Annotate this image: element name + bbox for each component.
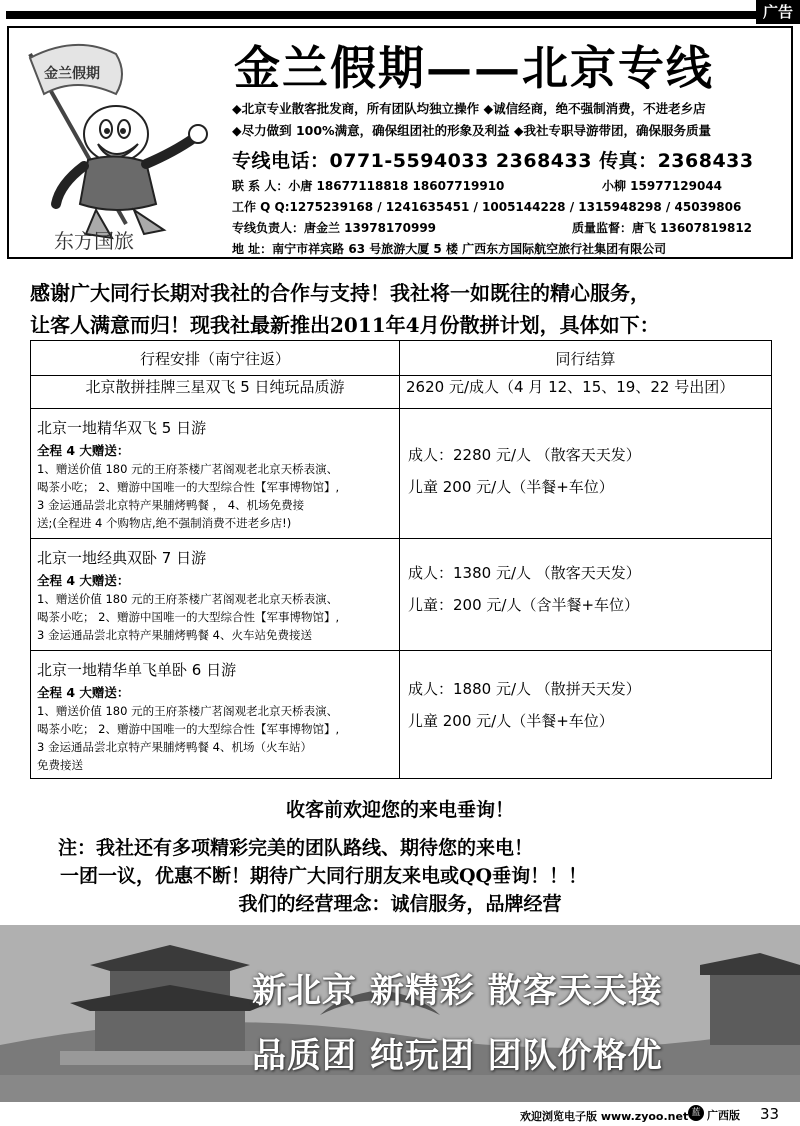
price-adult: 成人：1880 元/人 （散拼天天发） [408,680,641,698]
slogans [232,98,792,142]
ad-label: 广告 [756,0,800,24]
slogan-line-1: ◆北京专业散客批发商，所有团队均独立操作 ◆诚信经商，绝不强制消费，不进老乡店 [232,101,706,116]
top-rule [6,11,800,19]
gift-line: 1、赠送价值 180 元的王府茶楼广茗阁观老北京天桥表演、 [37,462,339,476]
gift-line: 1、赠送价值 180 元的王府茶楼广茗阁观老北京天桥表演、 [37,704,339,718]
table-row [31,539,772,651]
qq-numbers: 工作 Q Q:1275239168 / 1241635451 / 1005144228 / 1315948298 / 45039806 [232,200,742,214]
intro-line-1: 感谢广大同行长期对我社的合作与支持！我社将一如既往的精心服务， [30,281,650,305]
contact-person-2: 小柳 15977129044 [602,179,723,193]
header-settlement: 同行结算 [400,341,772,376]
gift-line: 3 金运通品尝北京特产果脯烤鸭餐 4、机场（火车站） [37,740,312,754]
gift-line: 免费接送 [37,758,83,772]
price-child: 儿童 200 元/人（半餐+车位） [408,478,614,496]
gift-line: 喝茶小吃； 2、赠游中国唯一的大型综合性【军事博物馆】, [37,480,340,494]
phone-line: 专线电话：0771-5594033 2368433 传真：2368433 [232,150,754,172]
price-adult: 成人：1380 元/人 （散客天天发） [408,564,641,582]
intro-line-2: 让客人满意而归！现我社最新推出2011年4月份散拼计划，具体如下： [30,313,660,337]
publisher-logo-icon: 蓝 [688,1105,704,1121]
footer [0,1102,800,1126]
closing-line-2: 注：我社还有多项精彩完美的团队路线、期待您的来电！ [58,837,534,859]
header-itinerary: 行程安排（南宁往返） [31,341,400,376]
table-row [31,409,772,539]
price-adult: 成人：2280 元/人 （散客天天发） [408,446,641,464]
table-row [31,376,772,409]
table-header-row [31,341,772,376]
address: 地 址：南宁市祥宾路 63 号旅游大厦 5 楼 广西东方国际航空旅行社集团有限公司 [232,242,667,256]
gift-line: 3 金运通品尝北京特产果脯烤鸭餐 4、火车站免费接送 [37,628,312,642]
gift-line: 3 金运通品尝北京特产果脯烤鸭餐 ， 4、机场免费接 [37,498,305,512]
top-bar [0,0,800,24]
page-number: 33 [760,1105,780,1123]
mascot-illustration [16,34,216,254]
trip-name: 北京一地精华双飞 5 日游 [37,419,207,437]
gift-line: 1、赠送价值 180 元的王府茶楼广茗阁观老北京天桥表演、 [37,592,339,606]
gift-list [31,570,399,648]
trip-price: 2620 元/成人（4 月 12、15、19、22 号出团） [400,376,772,409]
price-child: 儿童：200 元/人（含半餐+车位） [408,596,640,614]
mascot-flag-text: 金兰假期 [44,66,100,82]
gift-line: 喝茶小吃； 2、赠游中国唯一的大型综合性【军事博物馆】, [37,722,340,736]
gift-list [31,440,399,536]
banner-line-2: 品质团 纯玩团 团队价格优 [252,1036,663,1076]
line-manager: 专线负责人：唐金兰 13978170999 [232,221,437,235]
price-child: 儿童 200 元/人（半餐+车位） [408,712,614,730]
slogan-line-2: ◆尽力做到 100%满意，确保组团社的形象及利益 ◆我社专职导游带团，确保服务质量 [232,123,712,138]
gift-line: 送;(全程进 4 个购物店,绝不强制消费不进老乡店!) [37,516,292,530]
gift-line: 喝茶小吃； 2、赠游中国唯一的大型综合性【军事博物馆】, [37,610,340,624]
gift-list [31,682,399,778]
contact-persons: 联 系 人：小唐 18677118818 18607719910 [232,179,505,193]
closing-line-4: 我们的经营理念：诚信服务，品牌经营 [238,893,562,915]
trip-name: 北京一地经典双卧 7 日游 [37,549,207,567]
mascot-caption: 东方国旅 [54,229,134,253]
contacts-block [232,176,792,260]
trip-name: 北京一地精华单飞单卧 6 日游 [37,661,237,679]
page-title: 金兰假期——北京专线 [234,41,714,95]
footer-website: 欢迎浏览电子版 www.zyoo.net [520,1110,689,1123]
closing-line-3: 一团一议，优惠不断！期待广大同行朋友来电或QQ垂询！！！ [60,865,588,887]
table-row [31,651,772,779]
banner-line-1: 新北京 新精彩 散客天天接 [252,971,663,1011]
gift-title: 全程 4 大赠送： [37,685,130,700]
tour-table [30,340,772,779]
gift-title: 全程 4 大赠送： [37,573,130,588]
intro-text [30,277,790,341]
gift-title: 全程 4 大赠送： [37,443,130,458]
closing-line-1: 收客前欢迎您的来电垂询！ [285,799,514,821]
trip-name: 北京散拼挂牌三星双飞 5 日纯玩品质游 [31,376,400,409]
quality-supervisor: 质量监督：唐飞 13607819812 [572,221,753,235]
edition-label: 广西版 [707,1109,740,1122]
